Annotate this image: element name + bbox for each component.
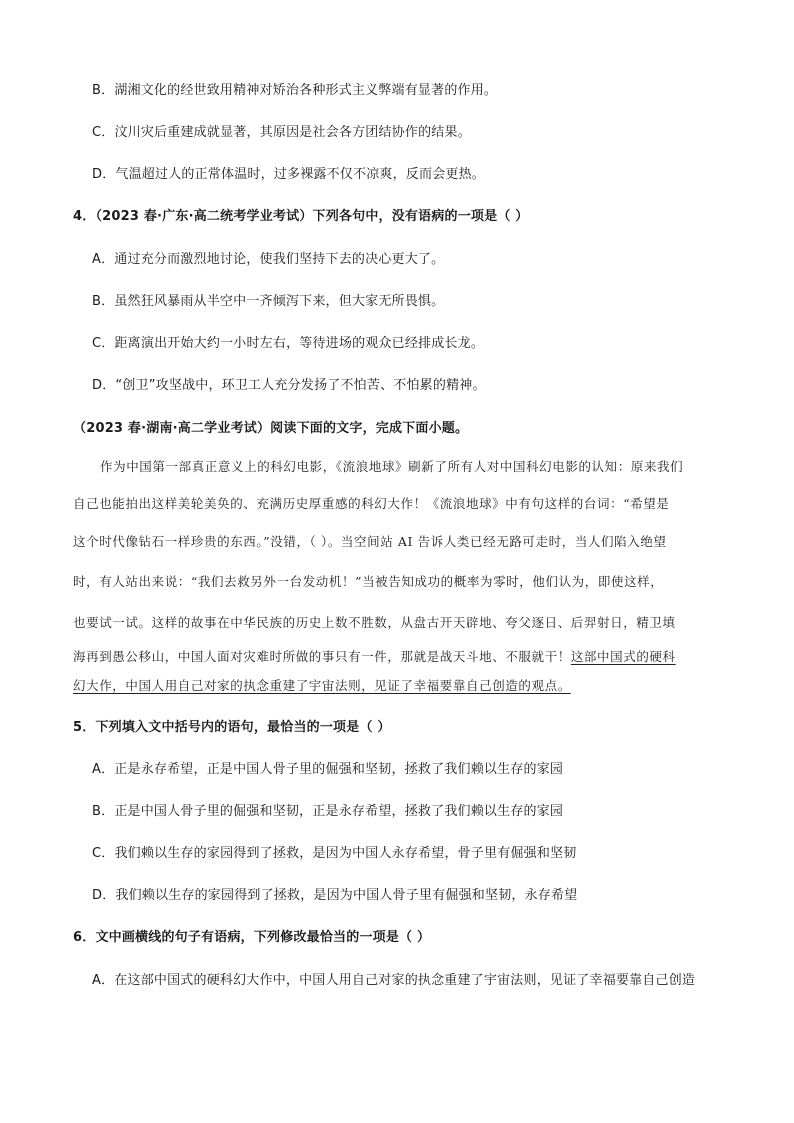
- question-4-stem: 4．（2023 春·广东·高二统考学业考试）下列各句中，没有语病的一项是（ ）: [73, 209, 529, 224]
- passage-text: 海再到愚公移山，中国人面对灾难时所做的事只有一件，那就是战天斗地、不服就干！: [73, 649, 571, 664]
- underlined-sentence: 幻大作，中国人用自己对家的执念重建了宇宙法则，见证了幸福要靠自己创造的观点。: [73, 678, 571, 693]
- passage-line: 也要试一试。这样的故事在中华民族的历史上数不胜数，从盘古开天辟地、夸父逐日、后羿射日，精卫填: [73, 615, 676, 630]
- question-5-stem: 5．下列填入文中括号内的语句，最恰当的一项是（ ）: [73, 720, 391, 735]
- passage-line: 自己也能拍出这样美轮美奂的、充满历史厚重感的科幻大作！《流浪地球》中有句这样的台词：“希望是: [73, 496, 670, 511]
- q5-option-a: A．正是永存希望，正是中国人骨子里的倔强和坚韧，拯救了我们赖以生存的家园: [92, 762, 564, 777]
- q4-option-c: C．距离演出开始大约一小时左右，等待进场的观众已经排成长龙。: [92, 336, 485, 351]
- q5-option-c: C．我们赖以生存的家园得到了拯救，是因为中国人永存希望，骨子里有倔强和坚韧: [92, 846, 577, 861]
- passage-line: 时，有人站出来说：“我们去救另外一台发动机！”当被告知成功的概率为零时，他们认为，即使这样，: [73, 574, 664, 589]
- question-6-stem: 6．文中画横线的句子有语病，下列修改最恰当的一项是（ ）: [73, 930, 431, 945]
- option-c: C．汶川灾后重建成就显著，其原因是社会各方团结协作的结果。: [92, 125, 471, 140]
- q5-option-b: B．正是中国人骨子里的倔强和坚韧，正是永存希望，拯救了我们赖以生存的家园: [92, 804, 564, 819]
- q5-option-d: D．我们赖以生存的家园得到了拯救，是因为中国人骨子里有倔强和坚韧，永存希望: [92, 888, 578, 903]
- passage-line: 这个时代像钻石一样珍贵的东西。”没错，（ ）。当空间站 AI 告诉人类已经无路可走时，当人们陷入绝望: [73, 534, 667, 549]
- option-b: B．湖湘文化的经世致用精神对矫治各种形式主义弊端有显著的作用。: [92, 83, 498, 98]
- underlined-sentence: 这部中国式的硬科: [570, 649, 676, 664]
- q4-option-a: A．通过充分而激烈地讨论，使我们坚持下去的决心更大了。: [92, 252, 445, 267]
- q4-option-b: B．虽然狂风暴雨从半空中一齐倾泻下来，但大家无所畏惧。: [92, 294, 445, 309]
- passage-line: [73, 648, 723, 666]
- q4-option-d: D．“创卫”攻坚战中，环卫工人充分发扬了不怕苦、不怕累的精神。: [92, 378, 486, 393]
- passage-source: （2023 春·湖南·高二学业考试）阅读下面的文字，完成下面小题。: [73, 421, 469, 436]
- option-d: D．气温超过人的正常体温时，过多裸露不仅不凉爽，反而会更热。: [92, 167, 486, 182]
- q6-option-a: A．在这部中国式的硬科幻大作中，中国人用自己对家的执念重建了宇宙法则，见证了幸福要靠自己创造: [92, 973, 696, 988]
- passage-line: 作为中国第一部真正意义上的科幻电影，《流浪地球》刷新了所有人对中国科幻电影的认知：原来我们: [100, 459, 684, 474]
